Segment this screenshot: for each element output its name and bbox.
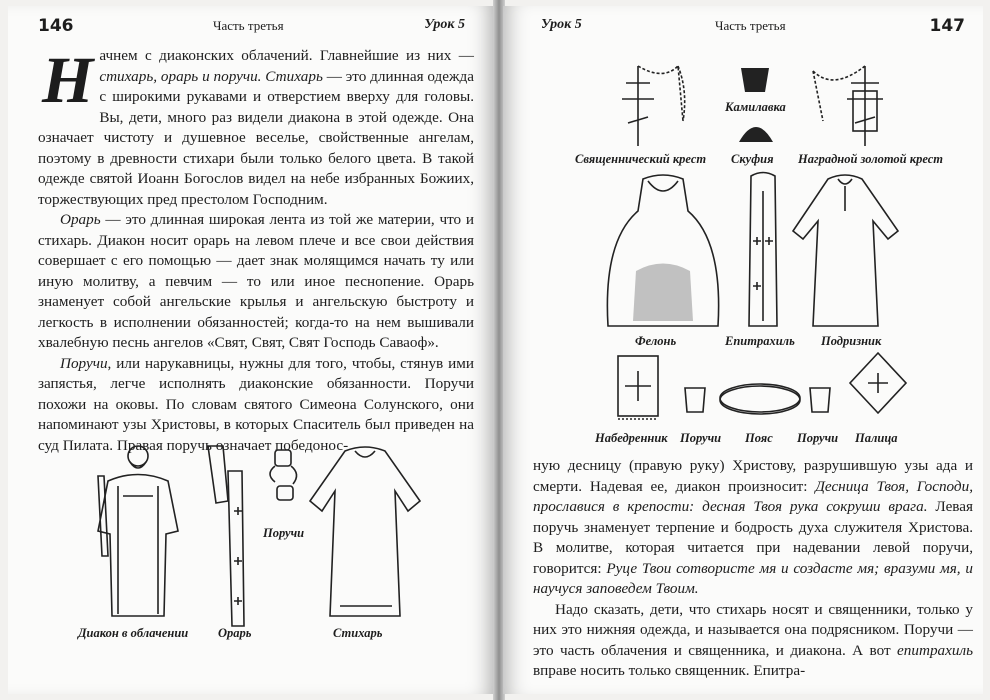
left-page — [8, 6, 495, 694]
right-running-title: Часть третья — [715, 18, 786, 33]
award-cross-illustration — [793, 61, 903, 151]
skufia-illustration — [737, 118, 775, 144]
palitsa-illustration — [848, 351, 908, 426]
priest-cross-illustration — [608, 61, 708, 151]
caption-nabedrennik: Набедренник — [595, 431, 668, 445]
caption-podriznik: Подризник — [821, 334, 882, 348]
right-page-text — [533, 456, 973, 682]
stikhar-illustration — [300, 441, 430, 621]
nabedrennik-illustration — [613, 351, 663, 426]
caption-epitrakhil: Епитрахиль — [725, 334, 795, 348]
paragraph-orar: Орарь — это длинная широкая лента из той же материи, что и стихарь. Диакон носит орарь на левом плече и все свои действия совершает с его помощью — дает знак молящимся начать ту или иную молитву, а певчим — то или иное песнопение. Орарь знаменует собой ангельские крылья и ангельскую быстроту и легкость в исполнении обязанностей; когда-то на нем вышивали хвалебную песнь ангелов «Свят, Свят, Свят Господь Саваоф». — [38, 211, 474, 351]
caption-poruchi: Поручи — [263, 526, 305, 540]
caption-poruchi-right: Поручи — [680, 431, 722, 445]
phelon-illustration — [598, 171, 728, 331]
epitrakhil-illustration — [741, 171, 786, 331]
orar-illustration — [198, 441, 258, 626]
left-lesson-label: Урок 5 — [424, 17, 465, 32]
drop-cap: Н — [42, 44, 94, 117]
poyas-illustration — [715, 376, 805, 421]
caption-orar: Орарь — [218, 626, 252, 640]
poruchi-right2-illustration — [806, 384, 834, 416]
caption-stikhar: Стихарь — [333, 626, 383, 640]
paragraph-stikhar: Начнем с диаконских облачений. Главнейшие из них — стихарь, орарь и поручи. Стихарь — это длинная одежда с широкими рукавами и отверстием вверху для головы. Вы, дети, много раз видели диакона в этой одежде. Она означает чистоту и душевное веселье, свойственные ангелам, поэтому в древности стихари были только белого цвета. В такой одежде святой Иоанн Богослов видел на небе избранных Божиих, торжествующих пред престолом Господним. — [38, 44, 474, 208]
poruchi-right-illustration — [681, 384, 709, 416]
caption-award-cross: Наградной золотой крест — [798, 152, 943, 166]
right-lesson-label: Урок 5 — [541, 17, 582, 32]
right-page — [503, 6, 983, 694]
left-running-title: Часть третья — [213, 18, 284, 33]
right-page-number: 147 — [929, 16, 965, 36]
right-page-header — [503, 16, 983, 38]
paragraph-poruchi-cont: ную десницу (правую руку) Христову, разрушившую узы ада и смерти. Надевая ее, диакон произносит: Десница Твоя, Господи, прославися в крепости: десная Твоя рука сокруши врага. Левая поручь знаменует терпение и бодрость духа служителя Христова. В молитве, которая читается при надевании левой поручи, говорится: Руце Твои сотвористе мя и создасте мя; вразуми мя, и научуся заповедем Твоим. — [533, 457, 974, 597]
caption-deacon: Диакон в облачении — [78, 626, 189, 640]
caption-poruchi-right2: Поручи — [797, 431, 839, 445]
caption-priest-cross: Священнический крест — [575, 152, 707, 166]
podriznik-illustration — [788, 171, 903, 331]
left-page-number: 146 — [38, 16, 74, 36]
caption-phelon: Фелонь — [635, 334, 677, 348]
paragraph-podriasnik: Надо сказать, дети, что стихарь носят и священники, только у них это нижняя одежда, и называется она подрясником. Поручи — это часть облачения и священника, и диакона. А вот епитрахиль вправе носить только священник. Епитра- — [533, 600, 973, 679]
kamilavka-illustration — [735, 64, 775, 94]
left-page-header — [8, 16, 495, 38]
poruchi-illustration — [263, 446, 303, 516]
caption-poyas: Пояс — [745, 431, 773, 445]
paragraph-poruchi: Поручи, или нарукавницы, нужны для того, чтобы, стянув ими запястья, легче исполнять диаконские обязанности. Поручи похожи на оковы. По словам святого Симеона Солунского, они напоминают узы Христовы, в которых Спаситель был приведен на суд Пилата. Правая поручь означает победонос- — [38, 354, 474, 454]
caption-skufia: Скуфия — [731, 152, 774, 166]
deacon-illustration — [78, 436, 198, 621]
caption-palitsa: Палица — [855, 431, 898, 445]
left-page-text — [38, 46, 474, 456]
caption-kamilavka: Камилавка — [725, 100, 786, 114]
